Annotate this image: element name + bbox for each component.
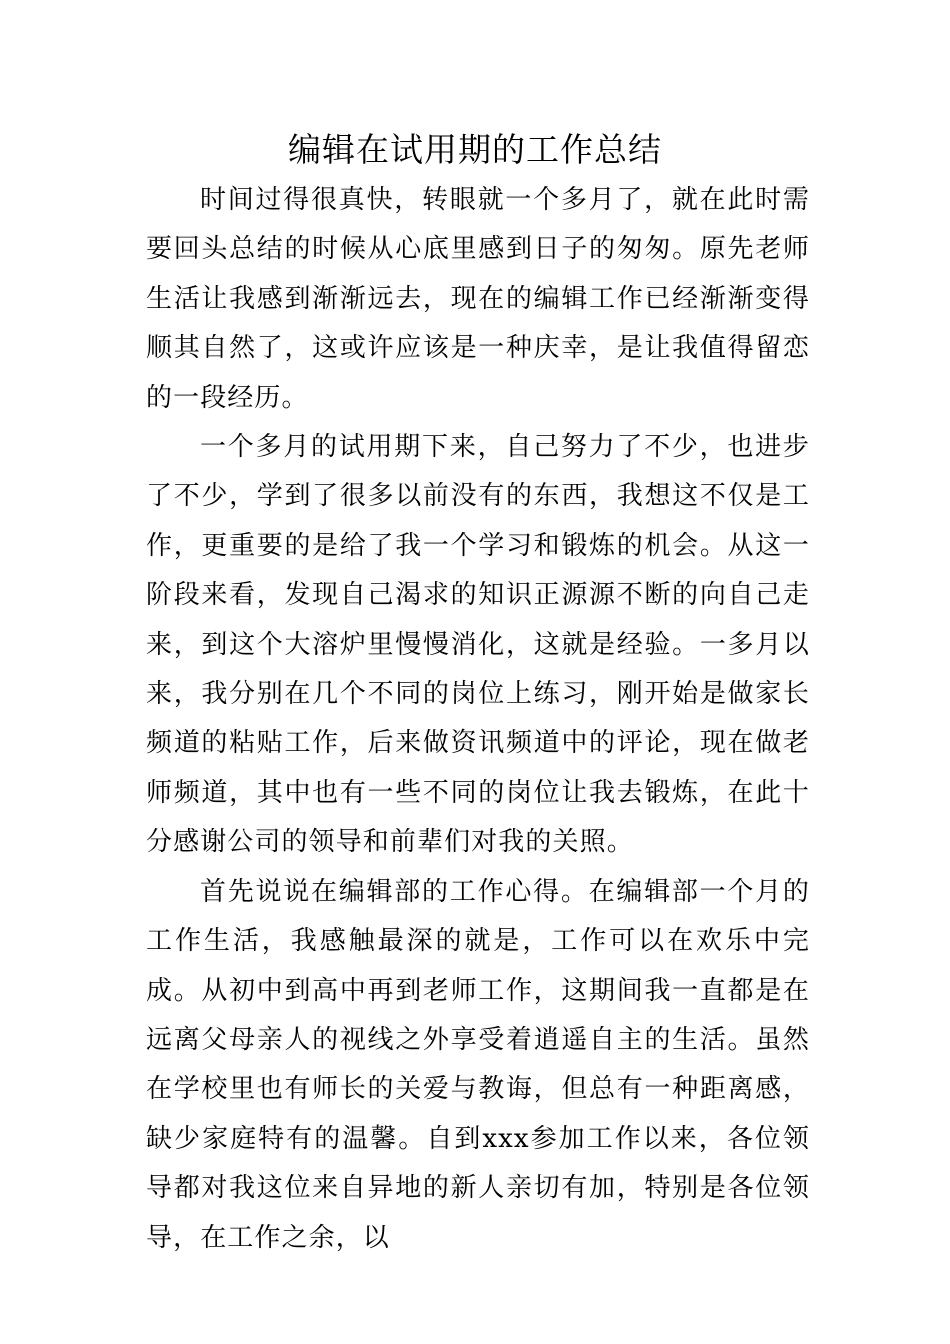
document-title: 编辑在试用期的工作总结 bbox=[288, 130, 662, 169]
paragraph-2: 一个多月的试用期下来，自己努力了不少，也进步了不少，学到了很多以前没有的东西，我想这不仅是工作，更重要的是给了我一个学习和锻炼的机会。从这一阶段来看，发现自己渴求的知识正源源不断的向自己走来，到这个大溶炉里慢慢消化，这就是经验。一多月以来，我分别在几个不同的岗位上练习，刚开始是做家长频道的粘贴工作，后来做资讯频道中的评论，现在做老师频道，其中也有一些不同的岗位让我去锻炼，在此十分感谢公司的领导和前辈们对我的关照。 bbox=[146, 432, 810, 858]
document-body bbox=[146, 176, 810, 1263]
paragraph-3: 首先说说在编辑部的工作心得。在编辑部一个月的工作生活，我感触最深的就是，工作可以在欢乐中完成。从初中到高中再到老师工作，这期间我一直都是在远离父母亲人的视线之外享受着逍遥自主的生活。虽然在学校里也有师长的关爱与教诲，但总有一种距离感，缺少家庭特有的温馨。自到xxx参加工作以来，各位领导都对我这位来自异地的新人亲切有加，特别是各位领导，在工作之余，以 bbox=[146, 876, 810, 1253]
paragraph-1: 时间过得很真快，转眼就一个多月了，就在此时需要回头总结的时候从心底里感到日子的匆匆。原先老师生活让我感到渐渐远去，现在的编辑工作已经渐渐变得顺其自然了，这或许应该是一种庆幸，是让我值得留恋的一段经历。 bbox=[146, 185, 810, 413]
